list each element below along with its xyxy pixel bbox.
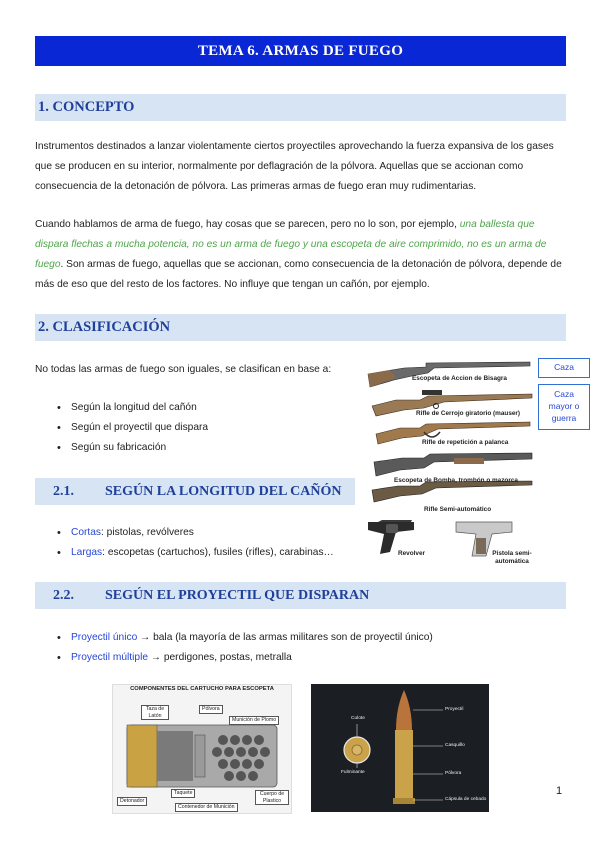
section-heading-proyectil <box>35 582 566 609</box>
bullet-label: Proyectil <box>445 707 464 712</box>
cartridge-label: Taquete <box>171 789 195 798</box>
list-item <box>35 628 568 648</box>
page-title: TEMA 6. ARMAS DE FUEGO <box>35 36 566 66</box>
bullet-label: Culote <box>351 716 365 721</box>
bullet-diagram <box>311 684 489 812</box>
firearms-svg <box>364 356 536 571</box>
cartridge-label: Munición de Plomo <box>229 716 279 725</box>
gun-label: Rifle Semi-automático <box>424 506 492 513</box>
cartridge-label: Pólvora <box>199 705 223 714</box>
concepto-paragraph-2 <box>35 215 568 295</box>
section-title: SEGÚN EL PROYECTIL QUE DISPARAN <box>105 587 370 603</box>
clasificacion-intro-text: No todas las armas de fuego son iguales, se clasifican en base a: <box>35 364 332 375</box>
gun-label: Escopeta de Bomba, trombón o mazorca <box>394 477 518 484</box>
list-item: • Según la longitud del cañón <box>35 398 355 418</box>
list-item <box>35 543 365 563</box>
clasificacion-intro <box>35 360 365 380</box>
gun-label: Rifle de Cerrojo giratorio (mauser) <box>416 410 521 417</box>
gun-label: Rifle de repetición a palanca <box>422 439 509 446</box>
bullet-label: Fulminante <box>341 770 365 775</box>
cartridge-label: Detonador <box>117 797 147 806</box>
concepto-text-2b: . Son armas de fuego, aquellas que se accionan, como consecuencia de la detonación de pólvora, depende de más de eso que del resto de los factores. No influye que tengan un cañón, por ejemplo. <box>35 259 562 290</box>
bullet-label: Pólvora <box>445 771 462 776</box>
clasificacion-list <box>35 398 355 458</box>
list-text: : pistolas, revólveres <box>101 527 194 538</box>
list-item: • Según el proyectil que dispara <box>35 418 355 438</box>
bullet-label: Cápsula de cebado <box>445 797 487 802</box>
list-key: Largas <box>71 547 103 558</box>
shotgun-cartridge-diagram <box>112 684 292 814</box>
section-heading-longitud <box>35 478 355 505</box>
page-number: 1 <box>556 785 563 797</box>
cartridge-title: COMPONENTES DEL CARTUCHO PARA ESCOPETA <box>130 686 274 692</box>
cartridge-label: Contenedor de Munición <box>175 803 238 812</box>
concepto-text-2a: Cuando hablamos de arma de fuego, hay cosas que se parecen, pero no lo son, por ejemplo, <box>35 219 460 230</box>
pump-shotgun-icon <box>374 453 532 476</box>
revolver-icon <box>368 520 414 554</box>
section-heading-concepto: 1. CONCEPTO <box>35 94 566 121</box>
section-title: SEGÚN LA LONGITUD DEL CAÑÓN <box>105 483 342 499</box>
list-item <box>35 523 365 543</box>
bullet-svg <box>311 684 489 812</box>
longitud-list <box>35 523 365 563</box>
list-key: Proyectil múltiple <box>71 652 148 663</box>
concepto-paragraph-1 <box>35 137 568 197</box>
section-number: 2.2. <box>53 587 74 603</box>
list-key: Proyectil único <box>71 632 138 643</box>
list-item: • Según su fabricación <box>35 438 355 458</box>
section-number: 2.1. <box>53 483 74 499</box>
list-key: Cortas <box>71 527 102 538</box>
concepto-text-1: Instrumentos destinados a lanzar violentamente ciertos proyectiles aprovechando la fuerza expansiva de los gases que se producen en su interior, normalmente por deflagración de la pólvora. Aquellas que se accionan como consecuencia de la detonación de pólvora. Las primeras armas de fuego eran muy rudimentarias. <box>35 141 554 192</box>
gun-label: Pistola semi-automática <box>492 550 532 565</box>
concepto-example-text: una ballesta que dispara flechas a mucha potencia, no es un arma de fuego y una escopeta de aire comprimido, no es un arma de fuego <box>35 219 547 270</box>
list-item <box>35 648 568 668</box>
firearms-illustration <box>364 356 536 571</box>
list-text: : escopetas (cartuchos), fusiles (rifles), carabinas… <box>102 547 334 558</box>
cartridge-label: Cuerpo de Plastico <box>255 790 289 805</box>
bullet-label: Casquillo <box>445 743 465 748</box>
semi-auto-rifle-icon <box>372 481 532 502</box>
proyectil-list <box>35 628 568 668</box>
list-text: → bala (la mayoría de las armas militares son de proyectil único) <box>137 632 433 643</box>
list-text: → perdigones, postas, metralla <box>148 652 292 663</box>
tag-caza-mayor: Caza mayor o guerra <box>538 384 590 430</box>
section-heading-clasificacion: 2. CLASIFICACIÓN <box>35 314 566 341</box>
tag-caza: Caza <box>538 358 590 378</box>
cartridge-label: Taza de Latón <box>141 705 169 720</box>
gun-label: Escopeta de Accion de Bisagra <box>412 375 507 382</box>
gun-label: Revolver <box>398 550 425 557</box>
